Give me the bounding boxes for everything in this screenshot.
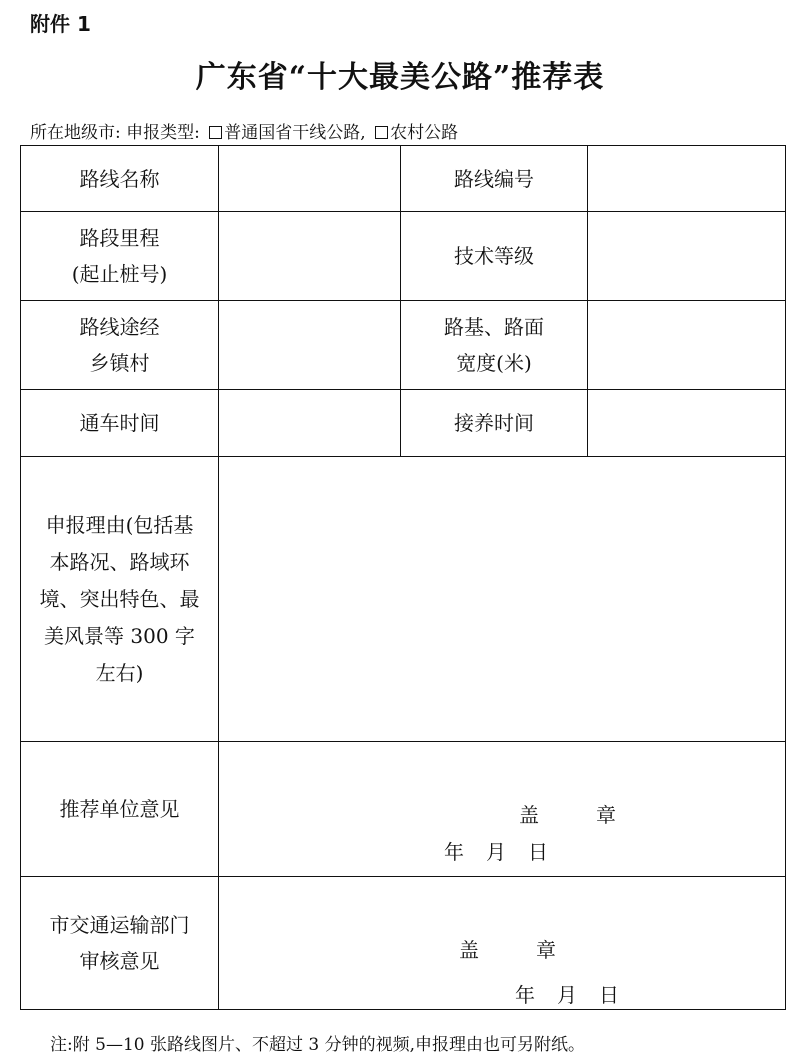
table-row: [21, 301, 786, 390]
reason-line: 申报理由(包括基: [45, 512, 194, 537]
width-label: [401, 301, 588, 390]
reason-label: [21, 457, 219, 742]
maintenance-time-label: 接养时间: [401, 390, 588, 457]
date-day: 日: [528, 840, 548, 864]
table-row: [21, 457, 786, 742]
signature-date: [515, 977, 619, 1013]
towns-value[interactable]: [219, 301, 401, 390]
recommender-opinion-label: 推荐单位意见: [21, 742, 219, 877]
route-number-value[interactable]: [588, 146, 786, 212]
towns-label: [21, 301, 219, 390]
width-label-line2: 宽度(米): [456, 351, 532, 375]
date-day: 日: [599, 983, 619, 1007]
table-row: [21, 877, 786, 1010]
width-value[interactable]: [588, 301, 786, 390]
checkbox-trunk-road[interactable]: [209, 126, 222, 139]
date-month: 月: [486, 840, 506, 864]
reason-line: 美风景等 300 字: [44, 623, 195, 648]
towns-label-line1: 路线途经: [79, 315, 160, 339]
route-name-label: 路线名称: [21, 146, 219, 212]
maintenance-time-value[interactable]: [588, 390, 786, 457]
table-row: [21, 146, 786, 212]
mileage-label-line2: (起止桩号): [71, 262, 168, 286]
review-opinion-label: [21, 877, 219, 1010]
seal-gai: 盖: [519, 803, 540, 827]
option-rural-road: 农村公路: [390, 123, 459, 143]
tech-grade-label: 技术等级: [401, 212, 588, 301]
tech-grade-value[interactable]: [588, 212, 786, 301]
form-title: 广东省“十大最美公路”推荐表: [195, 60, 605, 95]
open-time-value[interactable]: [219, 390, 401, 457]
attachment-label: 附件 1: [30, 12, 91, 36]
date-month: 月: [557, 983, 577, 1007]
checkbox-rural-road[interactable]: [375, 126, 388, 139]
table-row: [21, 742, 786, 877]
table-row: [21, 212, 786, 301]
route-number-label: 路线编号: [401, 146, 588, 212]
review-label-line1: 市交通运输部门: [49, 913, 190, 937]
towns-label-line2: 乡镇村: [89, 351, 150, 375]
option-trunk-road: 普通国省干线公路,: [224, 123, 366, 143]
recommendation-form-table: [20, 145, 786, 1010]
recommender-opinion-value[interactable]: [219, 742, 786, 877]
footnote: 注:附 5—10 张路线图片、不超过 3 分钟的视频,申报理由也可另附纸。: [50, 1035, 586, 1055]
width-label-line1: 路基、路面: [444, 315, 544, 339]
review-opinion-value[interactable]: [219, 877, 786, 1010]
signature-date: [444, 834, 548, 870]
city-label: 所在地级市:: [30, 123, 121, 143]
seal-zhang: 章: [536, 938, 557, 962]
open-time-label: 通车时间: [21, 390, 219, 457]
seal-zhang: 章: [596, 803, 617, 827]
type-label: 申报类型:: [126, 123, 200, 143]
reason-value[interactable]: [219, 457, 786, 742]
seal-gai: 盖: [459, 938, 480, 962]
date-year: 年: [444, 840, 464, 864]
reason-line: 左右): [95, 660, 144, 685]
date-year: 年: [515, 983, 535, 1007]
seal-stamp-text: [459, 932, 557, 968]
reason-line: 境、突出特色、最: [39, 586, 200, 611]
mileage-label-line1: 路段里程: [79, 226, 160, 250]
review-label-line2: 审核意见: [79, 949, 160, 973]
route-name-value[interactable]: [219, 146, 401, 212]
reason-line: 本路况、路域环: [49, 549, 190, 574]
mileage-label: [21, 212, 219, 301]
table-row: [21, 390, 786, 457]
application-meta: [30, 118, 458, 143]
seal-stamp-text: [519, 797, 617, 833]
mileage-value[interactable]: [219, 212, 401, 301]
